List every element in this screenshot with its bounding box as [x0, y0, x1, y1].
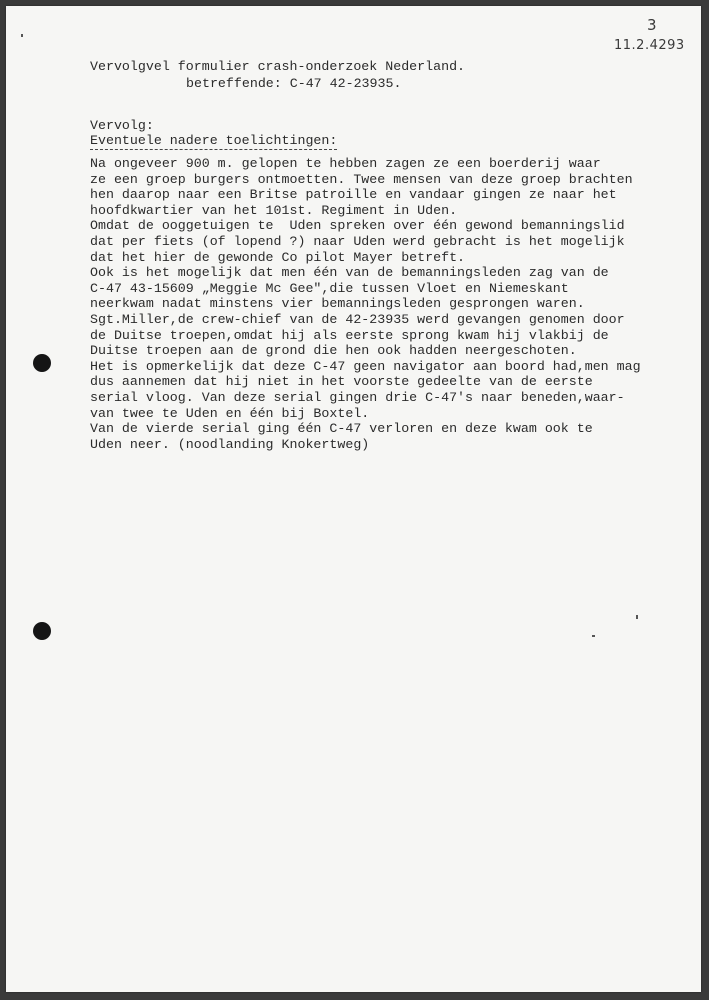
document-subject: betreffende: C-47 42-23935.	[186, 76, 402, 91]
body-line: Na ongeveer 900 m. gelopen te hebben zagen ze een boerderij waar	[90, 156, 601, 171]
body-line: hoofdkwartier van het 101st. Regiment in Uden.	[90, 202, 458, 218]
body-line: dat het hier de gewonde Co pilot Mayer betreft.	[90, 249, 466, 265]
document-page	[6, 6, 701, 992]
body-line: hen daarop naar een Britse patroille en vandaar gingen ze naar het	[90, 187, 617, 203]
handwritten-reference-number: 11.2.4293	[614, 38, 685, 53]
body-line: Omdat de ooggetuigen te Uden spreken over één gewond bemanningslid	[90, 218, 625, 234]
body-line: ze een groep burgers ontmoetten. Twee mensen van deze groep brachten	[90, 171, 633, 187]
handwritten-page-number: 3	[647, 16, 657, 34]
document-title: Vervolgvel formulier crash-onderzoek Nederland.	[90, 59, 466, 74]
body-line: dat per fiets (of lopend ?) naar Uden werd gebracht is het mogelijk	[90, 233, 625, 249]
body-line: van twee te Uden en één bij Boxtel.	[90, 405, 370, 421]
body-line: C-47 43-15609 „Meggie Mc Gee",die tussen Vloet en Niemeskant	[90, 280, 569, 296]
body-line: Van de vierde serial ging één C-47 verloren en deze kwam ook te	[90, 421, 593, 437]
paper-speck	[636, 615, 638, 619]
punch-hole	[33, 354, 51, 372]
section-subheading: Eventuele nadere toelichtingen:	[90, 133, 338, 148]
body-text	[90, 156, 641, 452]
punch-hole	[33, 622, 51, 640]
body-line: de Duitse troepen,omdat hij als eerste sprong kwam hij vlakbij de	[90, 327, 609, 343]
paper-speck	[592, 635, 595, 637]
body-line: Sgt.Miller,de crew-chief van de 42-23935 werd gevangen genomen door	[90, 311, 625, 327]
body-line: Uden neer. (noodlanding Knokertweg)	[90, 436, 370, 452]
body-line: Het is opmerkelijk dat deze C-47 geen navigator aan boord had,men mag	[90, 358, 641, 374]
continued-label: Vervolg:	[90, 118, 154, 133]
body-line: dus aannemen dat hij niet in het voorste gedeelte van de eerste	[90, 374, 593, 390]
paper-speck	[21, 34, 23, 37]
body-line: serial vloog. Van deze serial gingen drie C-47's naar beneden,waar-	[90, 389, 625, 405]
body-line: Ook is het mogelijk dat men één van de bemanningsleden zag van de	[90, 265, 609, 281]
body-line: Duitse troepen aan de grond die hen ook hadden neergeschoten.	[90, 343, 577, 359]
body-line: neerkwam nadat minstens vier bemanningsleden gesprongen waren.	[90, 296, 585, 312]
